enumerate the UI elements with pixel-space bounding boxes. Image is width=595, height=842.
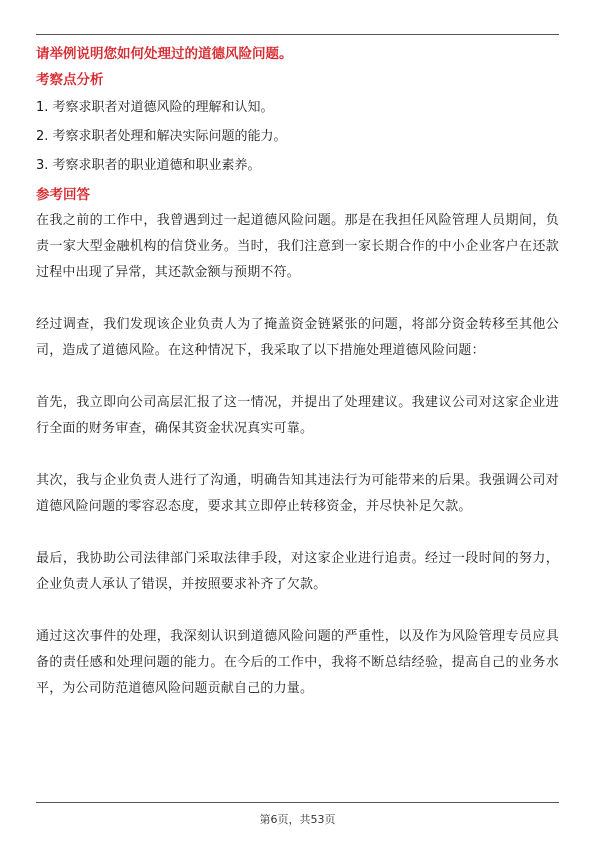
analysis-title: 考察点分析 — [36, 72, 104, 88]
analysis-section — [36, 67, 559, 180]
answer-title: 参考回答 — [36, 187, 90, 203]
answer-section — [36, 182, 559, 702]
answer-paragraph: 其次，我与企业负责人进行了沟通，明确告知其违法行为可能带来的后果。我强调公司对道德风险问题的零容忍态度，要求其立即停止转移资金，并尽快补足欠款。 — [36, 473, 559, 514]
answer-paragraph: 经过调查，我们发现该企业负责人为了掩盖资金链紧张的问题，将部分资金转移至其他公司，造成了道德风险。在这种情况下，我采取了以下措施处理道德风险问题： — [36, 317, 559, 358]
bottom-divider — [36, 802, 559, 803]
top-divider — [36, 34, 559, 35]
question-heading: 请举例说明您如何处理过的道德风险问题。 — [36, 46, 293, 62]
answer-paragraph: 在我之前的工作中，我曾遇到过一起道德风险问题。那是在我担任风险管理人员期间，负责一家大型金融机构的信贷业务。当时，我们注意到一家长期合作的中小企业客户在还款过程中出现了异常，其还款金额与预期不符。 — [36, 213, 559, 280]
answer-paragraph: 通过这次事件的处理，我深刻认识到道德风险问题的严重性，以及作为风险管理专员应具备的责任感和处理问题的能力。在今后的工作中，我将不断总结经验，提高自己的业务水平，为公司防范道德风险问题贡献自己的力量。 — [36, 629, 559, 696]
analysis-points — [36, 93, 559, 180]
analysis-point: 3. 考察求职者的职业道德和职业素养。 — [36, 158, 261, 173]
page-content — [36, 41, 559, 702]
analysis-point: 1. 考察求职者对道德风险的理解和认知。 — [36, 100, 274, 115]
answer-paragraph: 最后，我协助公司法律部门采取法律手段，对这家企业进行追责。经过一段时间的努力，企业负责人承认了错误，并按照要求补齐了欠款。 — [36, 551, 559, 592]
page-number: 第6页，共53页 — [259, 813, 336, 826]
answer-paragraph: 首先，我立即向公司高层汇报了这一情况，并提出了处理建议。我建议公司对这家企业进行全面的财务审查，确保其资金状况真实可靠。 — [36, 395, 559, 436]
analysis-point: 2. 考察求职者处理和解决实际问题的能力。 — [36, 129, 287, 144]
